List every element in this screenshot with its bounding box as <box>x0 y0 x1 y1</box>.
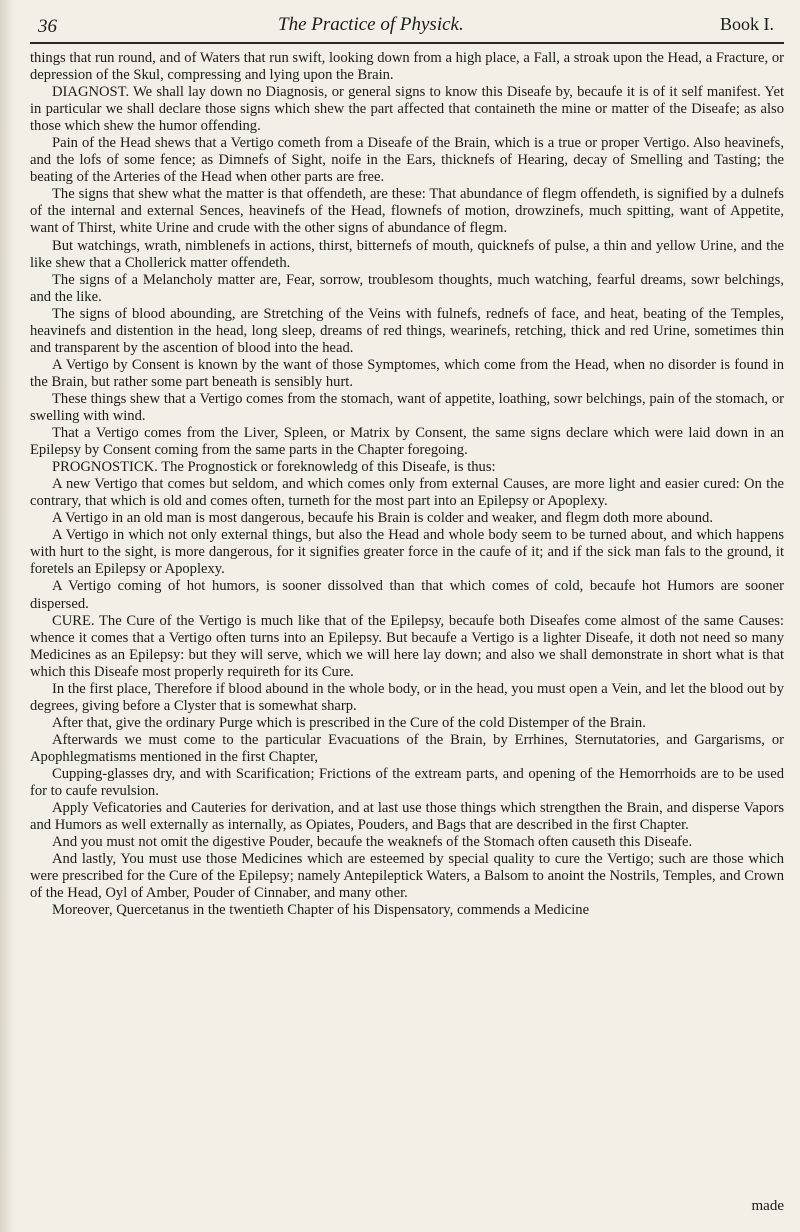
header-rule <box>30 42 784 44</box>
paragraph: In the first place, Therefore if blood abound in the whole body, or in the head, you must open a Vein, and let the blood out by degrees, giving before a Clyster that is somewhat sharp. <box>30 680 784 714</box>
body-text <box>30 50 784 1190</box>
paragraph: PROGNOSTICK. The Prognostick or foreknowledg of this Diseafe, is thus: <box>52 459 496 476</box>
paragraph: Pain of the Head shews that a Vertigo cometh from a Diseafe of the Brain, which is a true or proper Vertigo. Also heavinefs, and the lofs of some fence; as Dimnefs of Sight, noife in the Ears, thicknefs of Hearing, decay of Smelling and Tasting; the beating of the Arteries of the Head when other parts are free. <box>30 135 784 186</box>
paragraph: And lastly, You must use those Medicines which are esteemed by special quality to cure the Vertigo; such are those which were prescribed for the Cure of the Epilepsy; namely Antepileptick Waters, a Balsom to anoint the Nostrils, Temples, and Crown of the Head, Oyl of Amber, Pouder of Cinnaber, and many other. <box>30 851 784 902</box>
paragraph: A Vertigo by Consent is known by the want of those Symptomes, which come from the Head, when no disorder is found in the Brain, but rather some part beneath is sensibly hurt. <box>30 356 784 390</box>
paragraph: And you must not omit the digestive Pouder, becaufe the weaknefs of the Stomach often causeth this Diseafe. <box>52 834 693 851</box>
paragraph: The signs of a Melancholy matter are, Fear, sorrow, troublesom thoughts, much watching, fearful dreams, sowr belchings, and the like. <box>30 271 784 305</box>
paragraph: But watchings, wrath, nimblenefs in actions, thirst, bitternefs of mouth, quicknefs of pulse, a thin and yellow Urine, and the like shew that a Chollerick matter offendeth. <box>30 237 784 271</box>
paragraph: Apply Veficatories and Cauteries for derivation, and at last use those things which strengthen the Brain, and disperse Vapors and Humors as well externally as internally, as Opiates, Pouders, and Bags that are described in the first Chapter. <box>30 800 784 834</box>
page-header <box>30 6 792 40</box>
paragraph: DIAGNOST. We shall lay down no Diagnosis, or general signs to know this Diseafe by, becaufe it is of it self manifest. Yet in particular we shall declare those signs which shew the part affected that containeth the mine or matter of the Diseafe; as also those which shew the humor offending. <box>30 84 784 135</box>
paragraph: After that, give the ordinary Purge which is prescribed in the Cure of the cold Distemper of the Brain. <box>52 714 646 731</box>
paragraph: That a Vertigo comes from the Liver, Spleen, or Matrix by Consent, the same signs declare which were laid down in an Epilepsy by Consent coming from the same parts in the Chapter foregoing. <box>30 425 784 459</box>
page-number: 36 <box>38 16 57 37</box>
paragraph: Cupping-glasses dry, and with Scarification; Frictions of the extream parts, and opening of the Hemorrhoids are to be used for to caufe revulsion. <box>30 765 784 800</box>
paragraph: These things shew that a Vertigo comes from the stomach, want of appetite, loathing, sowr belchings, pain of the stomach, or swelling with wind. <box>30 390 784 424</box>
paragraph: CURE. The Cure of the Vertigo is much like that of the Epilepsy, becaufe both Diseafes come almost of the same Causes: whence it comes that a Vertigo often turns into an Epilepsy. But becaufe a Vertigo is a lighter Diseafe, it doth not need so many Medicines as an Epilepsy: but they will serve, which we will here lay down; and also we shall demonstrate in short what is that which this Diseafe most properly requireth for its Cure. <box>30 612 784 680</box>
paragraph: A Vertigo in an old man is most dangerous, becaufe his Brain is colder and weaker, and flegm doth more abound. <box>52 510 713 527</box>
paragraph: The signs that shew what the matter is that offendeth, are these: That abundance of flegm offendeth, is signified by a dulnefs of the internal and external Sences, heavinefs of the Head, flownefs of motion, drowzinefs, much spitting, want of Appetite, want of Thirst, white Urine and crude with the other signs of abundance of flegm. <box>30 186 784 237</box>
paragraph: A new Vertigo that comes but seldom, and which comes only from external Causes, are more light and easier cured: On the contrary, that which is old and comes often, turneth for the most part into an Epilepsy or Apoplexy. <box>30 476 784 510</box>
paragraph: A Vertigo in which not only external things, but also the Head and whole body seem to be turned about, and which happens with hurt to the sight, is more dangerous, for it signifies greater force in the caufe of it; and if the sick man fals to the ground, it foretels an Epilepsy or Apoplexy. <box>30 527 784 578</box>
catchword: made <box>751 1198 784 1214</box>
paragraph: Moreover, Quercetanus in the twentieth Chapter of his Dispensatory, commends a Medicine <box>52 902 590 919</box>
paragraph: things that run round, and of Waters that run swift, looking down from a high place, a Fall, a stroak upon the Head, a Fracture, or depression of the Skul, compressing and lying upon the Brain. <box>30 50 784 84</box>
running-title: The Practice of Physick. <box>278 14 464 35</box>
page-gutter-shadow <box>0 0 14 1232</box>
paragraph: Afterwards we must come to the particular Evacuations of the Brain, by Errhines, Sternutatories, and Gargarisms, or Apophlegmatisms mentioned in the first Chapter, <box>30 731 784 765</box>
book-label: Book I. <box>720 14 774 34</box>
paragraph: The signs of blood abounding, are Stretching of the Veins with fulnefs, rednefs of face, and heat, beating of the Temples, heavinefs and distention in the head, long sleep, dreams of red things, wearinefs, retching, thick and red Urine, sometimes thin and transparent by the ascention of blood into the head. <box>30 305 784 356</box>
paragraph: A Vertigo coming of hot humors, is sooner dissolved than that which comes of cold, becaufe hot Humors are sooner dispersed. <box>30 578 784 612</box>
